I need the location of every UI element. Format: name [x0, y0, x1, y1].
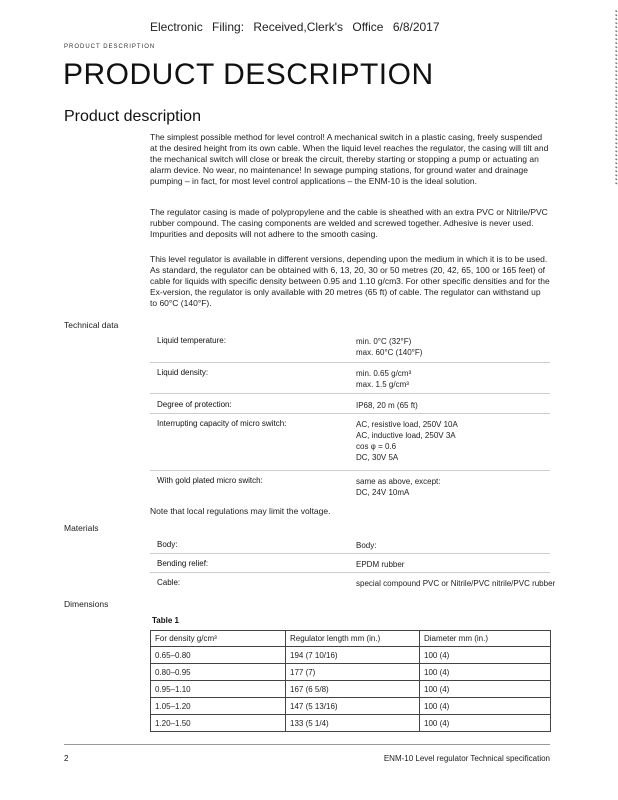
- tech-label-interrupting-capacity: Interrupting capacity of micro switch:: [157, 419, 287, 428]
- page-title: PRODUCT DESCRIPTION: [63, 58, 434, 91]
- table-row: [151, 715, 551, 732]
- tech-value-line: min. 0.65 g/cm³: [356, 369, 412, 378]
- table-cell: 133 (5 1/4): [286, 715, 420, 732]
- table-cell: 100 (4): [420, 664, 551, 681]
- table-cell: 100 (4): [420, 715, 551, 732]
- table-cell: 147 (5 13/16): [286, 698, 420, 715]
- footer-rule: [64, 744, 550, 745]
- row-separator: [150, 553, 550, 554]
- tech-value-line: max. 1.5 g/cm³: [356, 380, 409, 389]
- table-row: [151, 647, 551, 664]
- casing-paragraph: The regulator casing is made of polypropylene and the cable is sheathed with an extra PVC or Nitrile/PVC rubber compound. The casing components are welded and screwed together. Adhesive is never used. Impurities and deposits will not adhere to the smooth casing.: [150, 207, 548, 239]
- technical-data-heading: Technical data: [64, 320, 119, 330]
- table-header-diameter: Diameter mm (in.): [420, 631, 551, 647]
- row-separator: [150, 362, 550, 363]
- table-row: [151, 681, 551, 698]
- dimensions-heading: Dimensions: [64, 599, 109, 609]
- table-row: [151, 698, 551, 715]
- tech-label-gold-plated-switch: With gold plated micro switch:: [157, 476, 263, 485]
- table-cell: 1.20–1.50: [151, 715, 286, 732]
- tech-value-interrupting-capacity: [356, 419, 458, 463]
- tech-value-gold-plated-switch: [356, 476, 441, 498]
- filing-header: Electronic Filing: Received,Clerk's Office 6/8/2017: [150, 20, 440, 34]
- tech-value-line: DC, 24V 10mA: [356, 488, 410, 497]
- row-separator: [150, 393, 550, 394]
- tech-value-line: same as above, except:: [356, 477, 441, 486]
- table-cell: 1.05–1.20: [151, 698, 286, 715]
- versions-paragraph: This level regulator is available in different versions, depending upon the medium in which it is to be used. As standard, the regulator can be obtained with 6, 13, 20, 30 or 50 metres (20, 42, 65, 100 or 165 feet) of cable for liquids with specific density between 0.95 and 1.10 g/cm3. For other specific densities and for the Ex-version, the regulator is only available with 20 metres (65 ft) of cable. The regulator can withstand up to 60°C (140°F).: [150, 254, 550, 308]
- table-cell: 167 (6 5/8): [286, 681, 420, 698]
- table-row: [151, 664, 551, 681]
- footer-document-title: ENM-10 Level regulator Technical specification: [383, 754, 550, 763]
- tech-value-degree-of-protection: [356, 400, 418, 411]
- tech-value-line: AC, inductive load, 250V 3A: [356, 431, 456, 440]
- table-cell: 0.65–0.80: [151, 647, 286, 664]
- row-separator: [150, 470, 550, 471]
- table-cell: 100 (4): [420, 698, 551, 715]
- tech-value-line: max. 60°C (140°F): [356, 348, 423, 357]
- table-header-row: [151, 631, 551, 647]
- table-cell: 100 (4): [420, 647, 551, 664]
- tech-value-liquid-temperature: [356, 336, 422, 358]
- table-cell: 177 (7): [286, 664, 420, 681]
- page-number: 2: [64, 754, 69, 763]
- row-separator: [150, 413, 550, 414]
- dimensions-table: [150, 630, 551, 732]
- table-cell: 0.80–0.95: [151, 664, 286, 681]
- tech-value-line: cos φ = 0.6: [356, 442, 397, 451]
- table-header-length: Regulator length mm (in.): [286, 631, 420, 647]
- section-subtitle: Product description: [64, 108, 201, 125]
- tech-label-degree-of-protection: Degree of protection:: [157, 400, 232, 409]
- material-value-bending-relief: EPDM rubber: [356, 560, 405, 569]
- tech-label-liquid-density: Liquid density:: [157, 368, 209, 377]
- tech-label-liquid-temperature: Liquid temperature:: [157, 336, 226, 345]
- tech-value-line: AC, resistive load, 250V 10A: [356, 420, 458, 429]
- tech-value-line: DC, 30V 5A: [356, 453, 399, 462]
- tech-value-liquid-density: [356, 368, 411, 390]
- intro-paragraph: The simplest possible method for level control! A mechanical switch in a plastic casing, freely suspended at the desired height from its own cable. When the liquid level reaches the regulator, the casing will tilt and the mechanical switch will close or break the circuit, thereby starting or stopping a pump or actuating an alarm device. No wear, no maintenance! In sewage pumping stations, for ground water and drainage pumping – in fact, for most level control applications – the ENM-10 is the ideal solution.: [150, 132, 549, 186]
- voltage-note: Note that local regulations may limit the voltage.: [150, 506, 331, 516]
- row-separator: [150, 572, 550, 573]
- material-value-body: Body:: [356, 541, 377, 550]
- material-value-cable: special compound PVC or Nitrile/PVC nitrile/PVC rubber: [356, 579, 556, 588]
- material-label-body: Body:: [157, 540, 178, 549]
- material-label-cable: Cable:: [157, 578, 181, 587]
- materials-heading: Materials: [64, 523, 99, 533]
- tech-value-line: min. 0°C (32°F): [356, 337, 412, 346]
- table-cell: 0.95–1.10: [151, 681, 286, 698]
- tech-value-line: IP68, 20 m (65 ft): [356, 401, 418, 410]
- table-cell: 194 (7 10/16): [286, 647, 420, 664]
- running-header: PRODUCT DESCRIPTION: [64, 44, 156, 50]
- table-title: Table 1: [152, 616, 179, 625]
- material-label-bending-relief: Bending relief:: [157, 559, 209, 568]
- table-cell: 100 (4): [420, 681, 551, 698]
- table-header-density: For density g/cm³: [151, 631, 286, 647]
- filing-sidebar-marks: * * * * * * * * * * * * * * * * * * * * * * * * * * * * * * * * * * * * * * * * * * * *: [611, 10, 617, 185]
